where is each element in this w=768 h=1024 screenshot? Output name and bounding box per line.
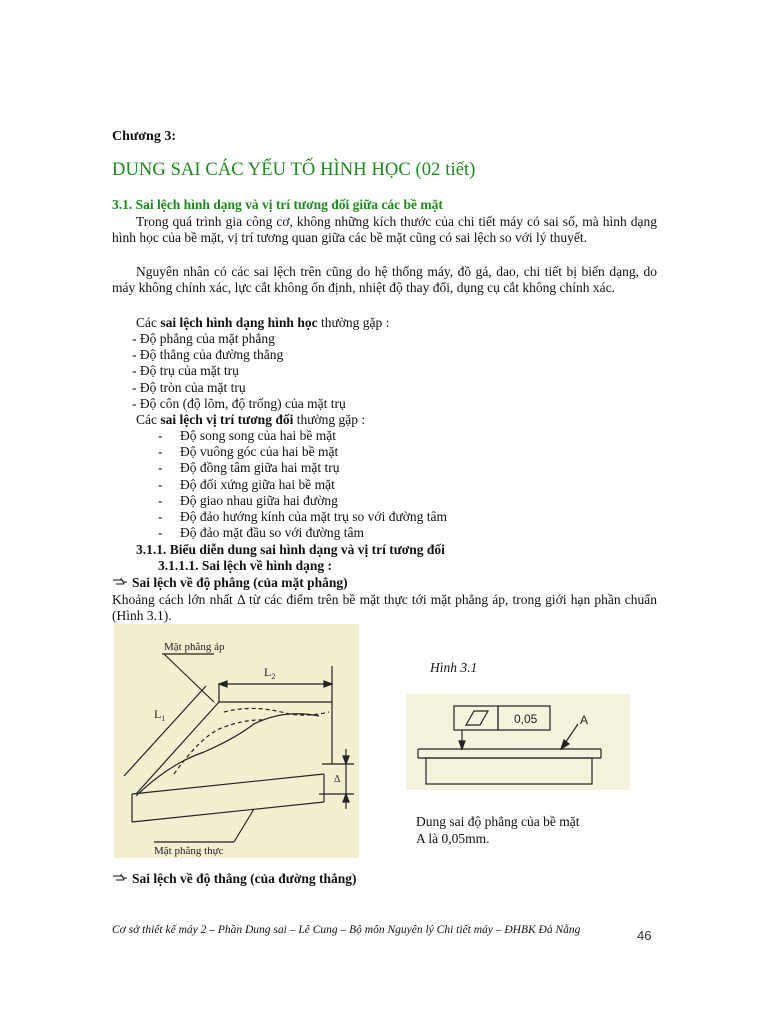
list-item: - Độ đảo mặt đầu so với đường tâm <box>158 525 364 541</box>
list-item: - Độ đối xứng giữa hai bề mặt <box>158 476 335 492</box>
shape-deviation-intro <box>136 315 389 331</box>
page-number: 46 <box>637 928 652 943</box>
parallelogram-icon <box>466 711 488 725</box>
figure-note-line2: A là 0,05mm. <box>416 831 490 846</box>
figure-caption: Hình 3.1 <box>430 660 478 675</box>
label-L2: $L_2$ <box>264 665 276 681</box>
shape-intro-bold: sai lệch hình dạng hình học <box>160 315 318 330</box>
label-delta: Δ <box>334 774 341 785</box>
list-item-text: Độ giao nhau giữa hai đường <box>180 492 338 508</box>
flatness-figure-left <box>114 624 359 858</box>
flatness-heading-text: Sai lệch về độ phẳng (của mặt phẳng) <box>132 575 348 590</box>
position-deviation-intro <box>136 412 365 428</box>
shape-deviation-list <box>132 331 346 412</box>
chapter-label: Chương 3: <box>112 129 176 144</box>
list-item: - Độ phẳng của mặt phẳng <box>132 331 275 346</box>
list-item: - Độ giao nhau giữa hai đường <box>158 492 338 508</box>
list-item-text: Độ đối xứng giữa hai bề mặt <box>180 476 335 492</box>
figure-note-line1: Dung sai độ phẳng của bề mặt <box>416 814 580 829</box>
label-top-plane: Mặt phẳng áp <box>164 641 225 653</box>
flatness-figure-right <box>406 694 630 790</box>
list-item: - Độ vuông góc của hai bề mặt <box>158 444 339 460</box>
list-item: - Độ trụ của mặt trụ <box>132 363 239 379</box>
tolerance-value: 0,05 <box>514 712 538 726</box>
datum-label: A <box>580 713 589 727</box>
straightness-heading-text: Sai lệch về độ thẳng (của đường thẳng) <box>132 871 357 886</box>
flatness-diagram <box>114 624 359 858</box>
list-item: - Độ côn (độ lõm, độ trống) của mặt trụ <box>132 395 346 411</box>
list-item: - Độ thẳng của đường thẳng <box>132 347 284 363</box>
paragraph-2: Nguyên nhân có các sai lệch trên cũng do hệ thống máy, đồ gá, dao, chi tiết bị biến dạng, do máy không chính xác, lực cắt không ổn định, nhiệt độ thay đổi, dụng cụ cắt không chính xác. <box>112 264 657 296</box>
label-real-plane: Mặt phẳng thực <box>154 845 224 857</box>
list-item: - Độ đồng tâm giữa hai mặt trụ <box>158 460 340 476</box>
straightness-heading <box>112 871 356 887</box>
list-item-text: Độ song song của hai bề mặt <box>180 428 336 443</box>
chapter-title: DUNG SAI CÁC YẾU TỐ HÌNH HỌC (02 tiết) <box>112 160 476 180</box>
list-item: - Độ đảo hướng kính của mặt trụ so với đường tâm <box>158 508 448 524</box>
position-intro-bold: sai lệch vị trí tương đối <box>160 412 294 427</box>
page-footer: Cơ sở thiết kế máy 2 – Phần Dung sai – Lê Cung – Bộ môn Nguyên lý Chi tiết máy – ĐHBK Đà Nẵng <box>112 924 581 936</box>
list-item-text: Độ đảo mặt đầu so với đường tâm <box>180 525 364 541</box>
position-intro-pre: Các <box>136 412 161 427</box>
list-item-text: Độ đồng tâm giữa hai mặt trụ <box>180 460 340 476</box>
tolerance-frame-diagram <box>406 694 630 790</box>
shape-intro-pre: Các <box>136 315 161 330</box>
paragraph-1: Trong quá trình gia công cơ, không những kích thước của chi tiết máy có sai số, mà hình dạng hình học của bề mặt, vị trí tương quan giữa các bề mặt cũng có sai lệch so với lý thuyết. <box>112 214 657 246</box>
pointing-hand-icon <box>112 575 132 591</box>
subsection-3-1-1-1: 3.1.1.1. Sai lệch về hình dạng : <box>158 558 333 573</box>
list-item: - Độ tròn của mặt trụ <box>132 379 246 395</box>
subsection-3-1-1: 3.1.1. Biểu diễn dung sai hình dạng và vị trí tương đối <box>136 542 445 557</box>
flatness-heading <box>112 575 348 591</box>
section-heading-3-1: 3.1. Sai lệch hình dạng và vị trí tương đối giữa các bề mặt <box>112 197 443 212</box>
label-L1: $L_1$ <box>154 707 166 723</box>
position-deviation-list <box>158 428 447 541</box>
list-item-text: Độ đảo hướng kính của mặt trụ so với đường tâm <box>180 508 448 524</box>
pointing-hand-icon <box>112 871 132 887</box>
flatness-definition: Khoảng cách lớn nhất Δ từ các điểm trên bề mặt thực tới mặt phẳng áp, trong giới hạn phần chuẩn (Hình 3.1). <box>112 592 657 624</box>
position-intro-post: thường gặp : <box>293 412 366 427</box>
shape-intro-post: thường gặp : <box>317 315 390 330</box>
list-item: - Độ song song của hai bề mặt <box>158 428 336 443</box>
list-item-text: Độ vuông góc của hai bề mặt <box>180 444 339 460</box>
